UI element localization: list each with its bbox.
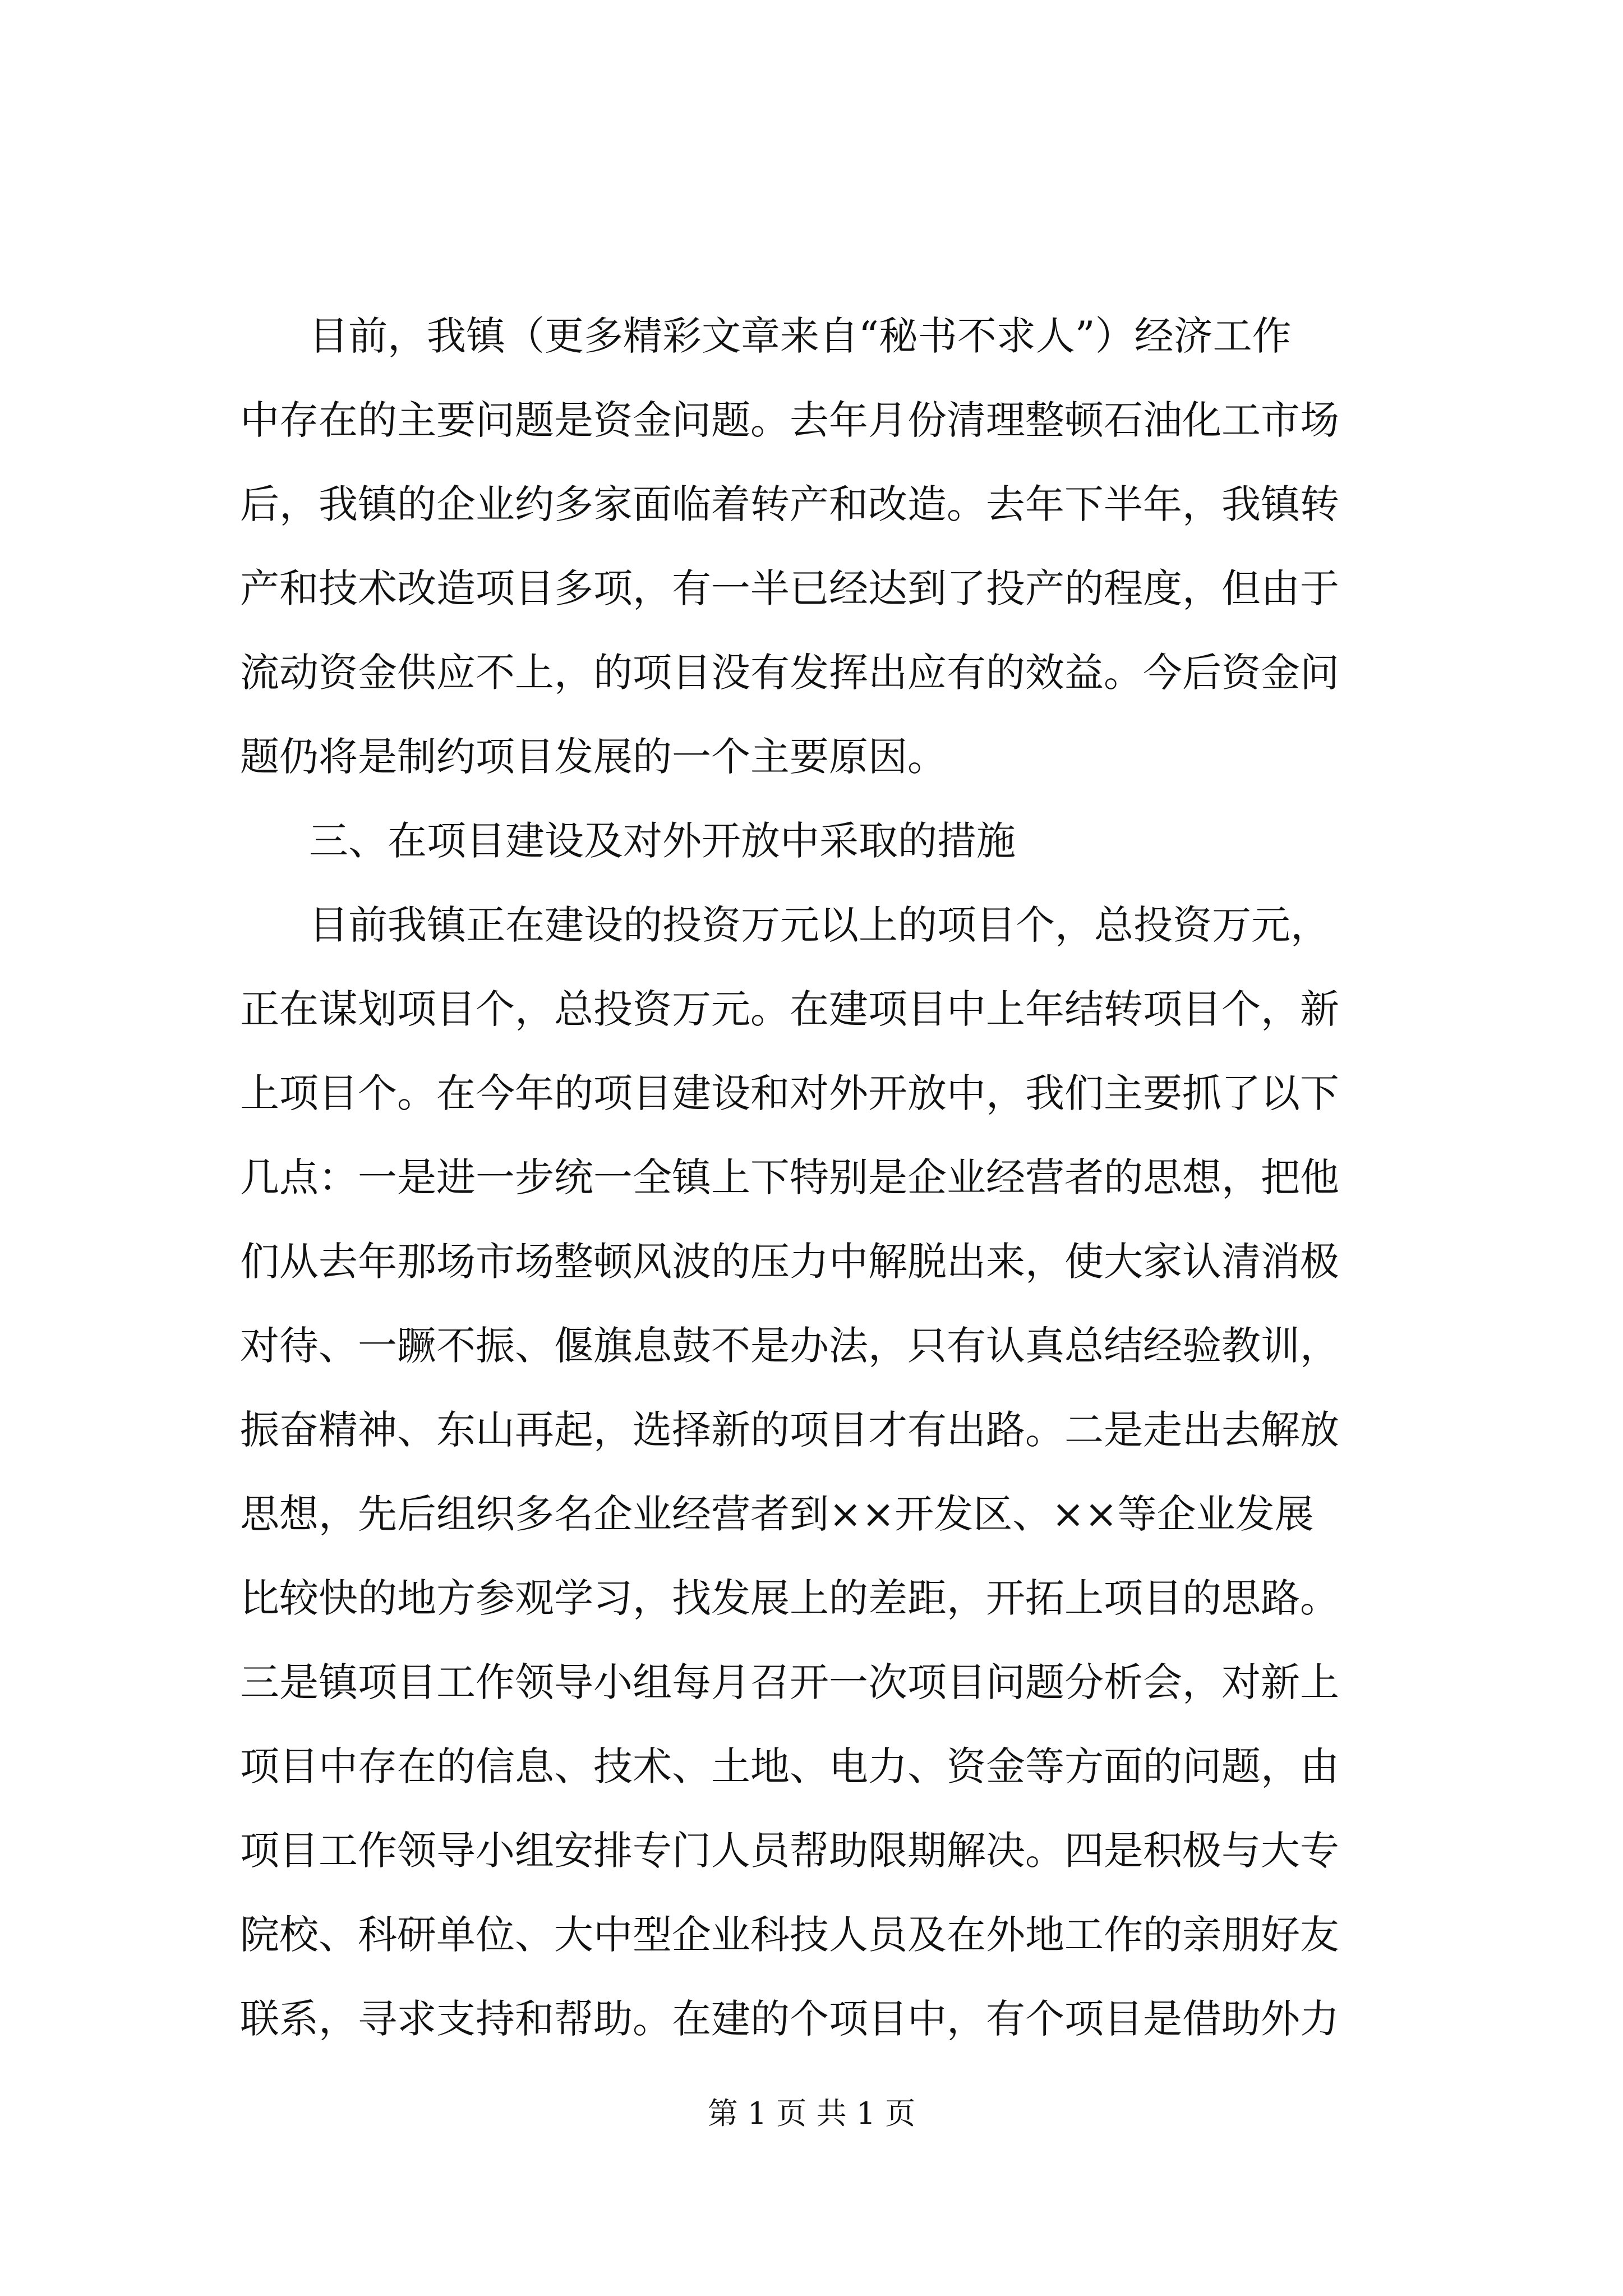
paragraph-2-line-9: 比较快的地方参观学习，找发展上的差距，开拓上项目的思路。 [240,1575,1339,1621]
paragraph-2-line-12: 项目工作领导小组安排专门人员帮助限期解决。四是积极与大专 [240,1828,1339,1874]
paragraph-2-line-7: 振奋精神、东山再起，选择新的项目才有出路。二是走出去解放 [240,1407,1339,1453]
paragraph-1-line-2: 中存在的主要问题是资金问题。去年月份清理整顿石油化工市场 [240,397,1339,443]
paragraph-2-line-8: 思想，先后组织多名企业经营者到××开发区、××等企业发展 [240,1491,1314,1537]
paragraph-2-line-5: 们从去年那场市场整顿风波的压力中解脱出来，使大家认清消极 [240,1239,1339,1285]
page-footer: 第 1 页 共 1 页 [707,2096,916,2131]
paragraph-2-line-2: 正在谋划项目个，总投资万元。在建项目中上年结转项目个，新 [240,986,1339,1032]
section-heading: 三、在项目建设及对外开放中采取的措施 [309,818,1016,864]
paragraph-2-line-11: 项目中存在的信息、技术、土地、电力、资金等方面的问题，由 [240,1743,1339,1789]
paragraph-1-line-4: 产和技术改造项目多项，有一半已经达到了投产的程度，但由于 [240,565,1339,611]
paragraph-1-line-1: 目前，我镇（更多精彩文章来自“秘书不求人”）经济工作 [309,313,1292,359]
paragraph-2-line-14: 联系，寻求支持和帮助。在建的个项目中，有个项目是借助外力 [240,1996,1339,2042]
paragraph-2-line-6: 对待、一蹶不振、偃旗息鼓不是办法，只有认真总结经验教训， [240,1323,1339,1369]
paragraph-2-line-10: 三是镇项目工作领导小组每月召开一次项目问题分析会，对新上 [240,1659,1339,1705]
paragraph-1-line-6: 题仍将是制约项目发展的一个主要原因。 [240,734,947,780]
paragraph-2-line-1: 目前我镇正在建设的投资万元以上的项目个，总投资万元， [309,902,1330,948]
paragraph-2-line-4: 几点：一是进一步统一全镇上下特别是企业经营者的思想，把他 [240,1154,1339,1200]
paragraph-2-line-13: 院校、科研单位、大中型企业科技人员及在外地工作的亲朋好友 [240,1912,1339,1958]
paragraph-2-line-3: 上项目个。在今年的项目建设和对外开放中，我们主要抓了以下 [240,1070,1339,1116]
paragraph-1-line-3: 后，我镇的企业约多家面临着转产和改造。去年下半年，我镇转 [240,481,1339,527]
paragraph-1-line-5: 流动资金供应不上，的项目没有发挥出应有的效益。今后资金问 [240,650,1339,696]
